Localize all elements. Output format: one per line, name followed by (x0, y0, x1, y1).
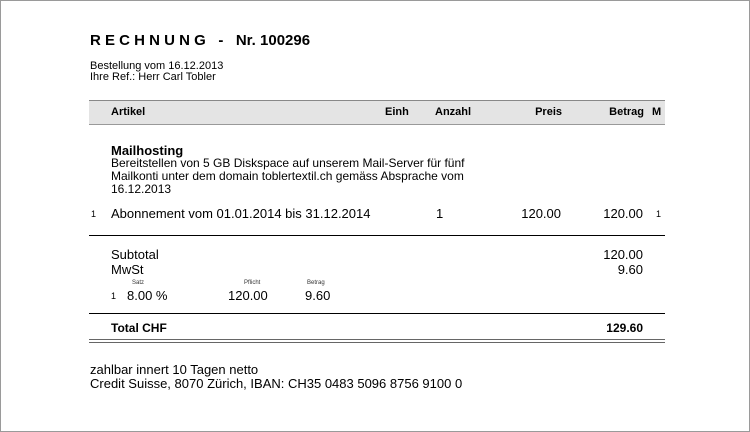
payment-terms: zahlbar innert 10 Tagen netto (90, 362, 259, 377)
mwst-head-betrag: Betrag (307, 280, 325, 286)
col-einh: Einh (385, 106, 409, 118)
item-description-line: Mailkonti unter dem domain toblertextil.ch gemäss Absprache vom (111, 169, 464, 183)
item-name: Mailhosting (111, 143, 184, 158)
col-betrag: Betrag (609, 106, 644, 118)
item-text: Abonnement vom 01.01.2014 bis 31.12.2014 (111, 206, 371, 221)
mwst-satz: 8.00 % (127, 288, 168, 303)
col-artikel: Artikel (111, 106, 146, 118)
invoice-title: R E C H N U N G - Nr. 100296 (90, 32, 311, 49)
subtotal-label: Subtotal (111, 247, 159, 262)
mwst-label: MwSt (111, 262, 144, 277)
mwst-value: 9.60 (617, 262, 643, 277)
table-header (89, 100, 665, 125)
mwst-head-satz: Satz (132, 280, 145, 286)
double-line-bottom (89, 342, 665, 343)
total-label: Total CHF (111, 321, 167, 335)
item-preis: 120.00 (521, 206, 561, 221)
item-betrag: 120.00 (603, 206, 643, 221)
col-anzahl: Anzahl (435, 106, 472, 118)
order-date: Bestellung vom 16.12.2013 (90, 60, 224, 72)
total-value: 129.60 (606, 321, 643, 335)
col-m: M (652, 106, 662, 118)
item-anzahl: 1 (436, 206, 444, 221)
divider (89, 313, 665, 314)
mwst-code: 1 (111, 291, 117, 301)
col-preis: Preis (535, 106, 562, 118)
reference: Ihre Ref.: Herr Carl Tobler (90, 71, 216, 83)
item-pos: 1 (91, 209, 97, 219)
item-description-line: Bereitstellen von 5 GB Diskspace auf unserem Mail-Server für fünf (111, 156, 465, 170)
mwst-head-pflicht: Pflicht (244, 280, 261, 286)
mwst-pflicht: 120.00 (228, 288, 268, 303)
mwst-betrag: 9.60 (305, 288, 331, 303)
divider (89, 235, 665, 236)
subtotal-value: 120.00 (603, 247, 643, 262)
bank-details: Credit Suisse, 8070 Zürich, IBAN: CH35 0483 5096 8756 9100 0 (90, 376, 463, 391)
item-m: 1 (656, 209, 662, 219)
double-line-top (89, 339, 665, 340)
item-description-line: 16.12.2013 (111, 182, 172, 196)
